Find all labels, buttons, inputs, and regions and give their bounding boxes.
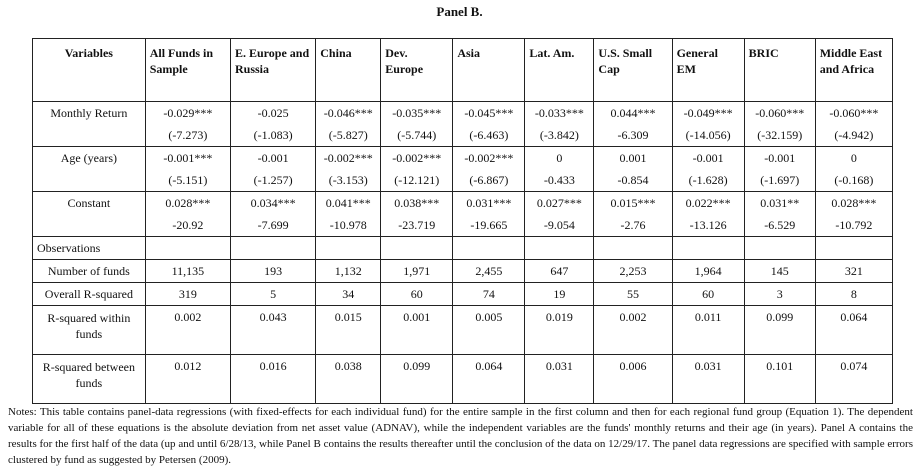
- stat-cell: 1,964: [672, 260, 744, 283]
- coef-cell: 0.044***: [594, 102, 672, 125]
- stat-cell: 19: [525, 283, 594, 306]
- tstat-cell: -9.054: [525, 214, 594, 237]
- coef-cell: -0.002***: [453, 147, 525, 170]
- column-header: All Funds in Sample: [145, 39, 230, 102]
- stat-label: Number of funds: [33, 260, 146, 283]
- stat-cell: 0.015: [316, 306, 381, 355]
- stat-cell: 0.019: [525, 306, 594, 355]
- coef-cell: 0.001: [594, 147, 672, 170]
- empty-cell: [744, 237, 815, 260]
- stat-cell: 2,455: [453, 260, 525, 283]
- empty-cell: [815, 237, 892, 260]
- tstat-cell: (-6.463): [453, 124, 525, 147]
- tstat-cell: (-1.257): [230, 169, 315, 192]
- tstat-cell: (-1.628): [672, 169, 744, 192]
- stat-cell: 0.031: [525, 355, 594, 404]
- coef-row: [33, 192, 893, 215]
- coef-cell: -0.033***: [525, 102, 594, 125]
- empty-cell: [453, 237, 525, 260]
- tstat-cell: (-3.842): [525, 124, 594, 147]
- coef-cell: 0.031**: [744, 192, 815, 215]
- stat-cell: 0.005: [453, 306, 525, 355]
- stat-cell: 0.006: [594, 355, 672, 404]
- column-header: General EM: [672, 39, 744, 102]
- empty-cell: [316, 237, 381, 260]
- stat-cell: 60: [381, 283, 453, 306]
- stat-cell: 0.101: [744, 355, 815, 404]
- stat-row: [33, 283, 893, 306]
- empty-cell: [594, 237, 672, 260]
- tstat-cell: (-5.827): [316, 124, 381, 147]
- coef-cell: -0.002***: [381, 147, 453, 170]
- empty-cell: [525, 237, 594, 260]
- coef-cell: 0.022***: [672, 192, 744, 215]
- tstat-row: [33, 169, 893, 192]
- coef-cell: -0.060***: [744, 102, 815, 125]
- stat-cell: 319: [145, 283, 230, 306]
- tstat-cell: (-1.697): [744, 169, 815, 192]
- empty-cell: [145, 237, 230, 260]
- stat-cell: 0.002: [145, 306, 230, 355]
- coef-cell: -0.001: [230, 147, 315, 170]
- tstat-cell: (-5.744): [381, 124, 453, 147]
- stat-cell: 0.099: [744, 306, 815, 355]
- stat-cell: 55: [594, 283, 672, 306]
- stat-cell: 321: [815, 260, 892, 283]
- column-header: Lat. Am.: [525, 39, 594, 102]
- stat-cell: 1,132: [316, 260, 381, 283]
- tstat-cell: (-14.056): [672, 124, 744, 147]
- coef-cell: 0.041***: [316, 192, 381, 215]
- coef-cell: -0.046***: [316, 102, 381, 125]
- tstat-row: [33, 214, 893, 237]
- stat-cell: 145: [744, 260, 815, 283]
- header-row: [33, 39, 893, 102]
- coef-cell: -0.045***: [453, 102, 525, 125]
- stat-cell: 3: [744, 283, 815, 306]
- coef-cell: 0.028***: [815, 192, 892, 215]
- tstat-cell: -23.719: [381, 214, 453, 237]
- coef-cell: 0: [815, 147, 892, 170]
- column-header: Variables: [33, 39, 146, 102]
- tstat-cell: (-3.153): [316, 169, 381, 192]
- coef-cell: -0.025: [230, 102, 315, 125]
- coef-cell: 0.031***: [453, 192, 525, 215]
- stat-cell: 0.074: [815, 355, 892, 404]
- coef-cell: 0.027***: [525, 192, 594, 215]
- stat-cell: 0.002: [594, 306, 672, 355]
- empty-cell: [381, 237, 453, 260]
- column-header: China: [316, 39, 381, 102]
- stat-cell: 0.099: [381, 355, 453, 404]
- tstat-row: [33, 124, 893, 147]
- coef-cell: 0.038***: [381, 192, 453, 215]
- stat-cell: 0.043: [230, 306, 315, 355]
- coef-cell: -0.035***: [381, 102, 453, 125]
- stat-cell: 0.064: [815, 306, 892, 355]
- observations-row: [33, 237, 893, 260]
- row-label: Age (years): [33, 147, 146, 192]
- table-notes: Notes: This table contains panel-data regressions (with fixed-effects for each individual fund) for the entire sample in the first column and then for each regional fund group (Equation 1). The dependent variable for all of these equations is the absolute deviation from net asset value (ADNAV), while the independent variables are the funds' monthly returns and their age (in years). Panel A contains the results for the first half of the data (up and until 6/28/13, while Panel B contains the results thereafter until the conclusion of the data on 12/29/17. The panel data regressions are specified with sample errors clustered by fund as suggested by Petersen (2009).: [8, 406, 913, 466]
- row-label: Constant: [33, 192, 146, 237]
- tstat-cell: (-5.151): [145, 169, 230, 192]
- regression-table: [32, 38, 893, 404]
- stat-cell: 193: [230, 260, 315, 283]
- coef-cell: 0: [525, 147, 594, 170]
- column-header: E. Europe and Russia: [230, 39, 315, 102]
- tstat-cell: (-7.273): [145, 124, 230, 147]
- panel-title: Panel B.: [436, 4, 483, 19]
- coef-cell: -0.029***: [145, 102, 230, 125]
- stat-row: [33, 355, 893, 404]
- tstat-cell: (-4.942): [815, 124, 892, 147]
- tstat-cell: (-1.083): [230, 124, 315, 147]
- tstat-cell: -10.792: [815, 214, 892, 237]
- tstat-cell: -2.76: [594, 214, 672, 237]
- stat-label: R-squared within funds: [33, 306, 146, 355]
- stat-cell: 0.064: [453, 355, 525, 404]
- coef-cell: -0.060***: [815, 102, 892, 125]
- tstat-cell: -20.92: [145, 214, 230, 237]
- coef-cell: -0.002***: [316, 147, 381, 170]
- tstat-cell: -6.309: [594, 124, 672, 147]
- stat-cell: 0.012: [145, 355, 230, 404]
- tstat-cell: (-32.159): [744, 124, 815, 147]
- stat-cell: 0.016: [230, 355, 315, 404]
- stat-label: R-squared between funds: [33, 355, 146, 404]
- stat-cell: 1,971: [381, 260, 453, 283]
- stat-cell: 0.031: [672, 355, 744, 404]
- observations-label: Observations: [33, 237, 146, 260]
- stat-cell: 11,135: [145, 260, 230, 283]
- tstat-cell: -7.699: [230, 214, 315, 237]
- stat-cell: 74: [453, 283, 525, 306]
- stat-cell: 0.038: [316, 355, 381, 404]
- tstat-cell: -19.665: [453, 214, 525, 237]
- stat-cell: 0.001: [381, 306, 453, 355]
- coef-cell: 0.015***: [594, 192, 672, 215]
- column-header: Dev. Europe: [381, 39, 453, 102]
- coef-row: [33, 102, 893, 125]
- stat-cell: 0.011: [672, 306, 744, 355]
- coef-cell: -0.001***: [145, 147, 230, 170]
- coef-cell: 0.028***: [145, 192, 230, 215]
- coef-cell: 0.034***: [230, 192, 315, 215]
- tstat-cell: -0.433: [525, 169, 594, 192]
- stat-cell: 5: [230, 283, 315, 306]
- stat-cell: 2,253: [594, 260, 672, 283]
- empty-cell: [230, 237, 315, 260]
- stat-cell: 34: [316, 283, 381, 306]
- column-header: U.S. Small Cap: [594, 39, 672, 102]
- tstat-cell: -13.126: [672, 214, 744, 237]
- tstat-cell: (-6.867): [453, 169, 525, 192]
- tstat-cell: -0.854: [594, 169, 672, 192]
- stat-cell: 647: [525, 260, 594, 283]
- column-header: Asia: [453, 39, 525, 102]
- coef-row: [33, 147, 893, 170]
- column-header: BRIC: [744, 39, 815, 102]
- coef-cell: -0.001: [744, 147, 815, 170]
- coef-cell: -0.001: [672, 147, 744, 170]
- coef-cell: -0.049***: [672, 102, 744, 125]
- tstat-cell: -10.978: [316, 214, 381, 237]
- tstat-cell: (-12.121): [381, 169, 453, 192]
- row-label: Monthly Return: [33, 102, 146, 147]
- stat-row: [33, 260, 893, 283]
- empty-cell: [672, 237, 744, 260]
- column-header: Middle East and Africa: [815, 39, 892, 102]
- stat-cell: 60: [672, 283, 744, 306]
- tstat-cell: (-0.168): [815, 169, 892, 192]
- tstat-cell: -6.529: [744, 214, 815, 237]
- stat-label: Overall R-squared: [33, 283, 146, 306]
- stat-cell: 8: [815, 283, 892, 306]
- stat-row: [33, 306, 893, 355]
